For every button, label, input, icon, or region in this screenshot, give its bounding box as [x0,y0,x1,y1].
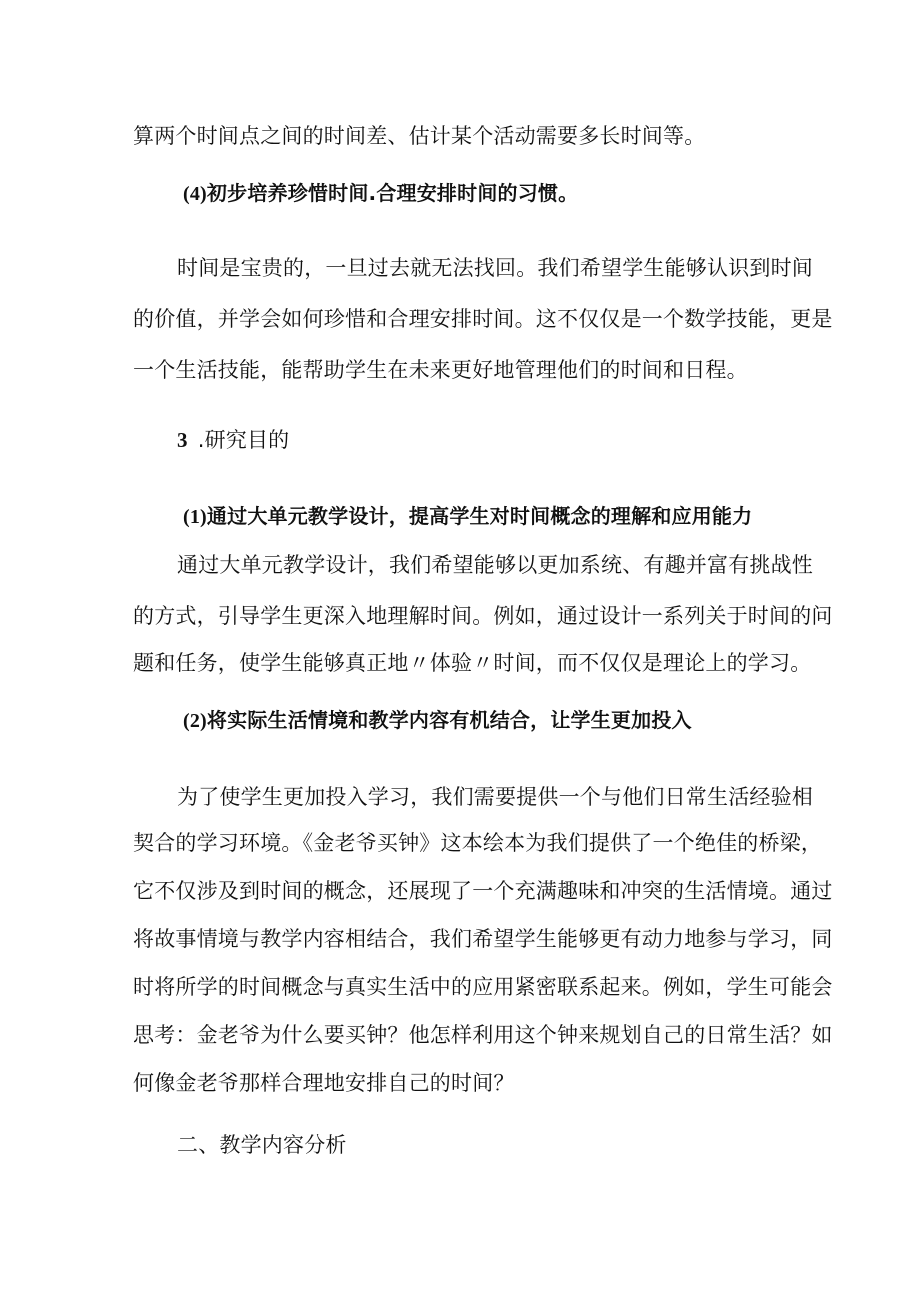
paragraph-line: 为了使学生更加投入学习，我们需要提供一个与他们日常生活经验相 [177,785,813,809]
paragraph-continuation: 算两个时间点之间的时间差、估计某个活动需要多长时间等。 [133,124,706,148]
paragraph-line: 契合的学习环境。《金老爷买钟》这本绘本为我们提供了一个绝佳的桥梁， [133,831,823,855]
subheading-1 [183,501,843,532]
subheading-number: (2) [183,710,207,732]
paragraph-line: 的价值，并学会如何珍惜和合理安排时间。这不仅仅是一个数学技能，更是 [133,307,833,331]
subheading-text: 将实际生活情境和教学内容有机结合，让学生更加投入 [206,708,692,732]
paragraph-line: 时间是宝贵的，一旦过去就无法找回。我们希望学生能够认识到时间 [177,256,813,280]
paragraph-line: 时将所学的时间概念与真实生活中的应用紧密联系起来。例如，学生可能会 [133,975,833,999]
subheading-text: 初步培养珍惜时间.合理安排时间的习惯。 [206,181,579,205]
section-heading-3 [177,425,837,455]
paragraph-line: 它不仅涉及到时间的概念，还展现了一个充满趣味和冲突的生活情境。通过 [133,879,833,903]
paragraph-line: 的方式，引导学生更深入地理解时间。例如，通过设计一系列关于时间的问 [133,604,833,628]
subheading-text: 通过大单元教学设计，提高学生对时间概念的理解和应用能力 [206,504,753,528]
paragraph-line: 将故事情境与教学内容相结合，我们希望学生能够更有动力地参与学习，同 [133,927,833,951]
subheading-number: (4) [183,183,207,205]
paragraph-line: 一个生活技能，能帮助学生在未来更好地管理他们的时间和日程。 [133,358,748,382]
paragraph-line: 思考：金老爷为什么要买钟？他怎样利用这个钟来规划自己的日常生活？如 [133,1023,833,1047]
subheading-number: (1) [183,506,207,528]
paragraph-line: 题和任务，使学生能够真正地〃体验〃时间，而不仅仅是理论上的学习。 [133,651,812,675]
paragraph-line: 通过大单元教学设计，我们希望能够以更加系统、有趣并富有挑战性 [177,553,813,577]
paragraph-line: 何像金老爷那样合理地安排自己的时间？ [133,1071,515,1095]
section-title: .研究目的 [197,428,290,452]
section-number: 3 [177,428,188,452]
subheading-2 [183,705,843,736]
subheading-4 [183,178,843,209]
chapter-heading: 二、教学内容分析 [177,1133,347,1157]
